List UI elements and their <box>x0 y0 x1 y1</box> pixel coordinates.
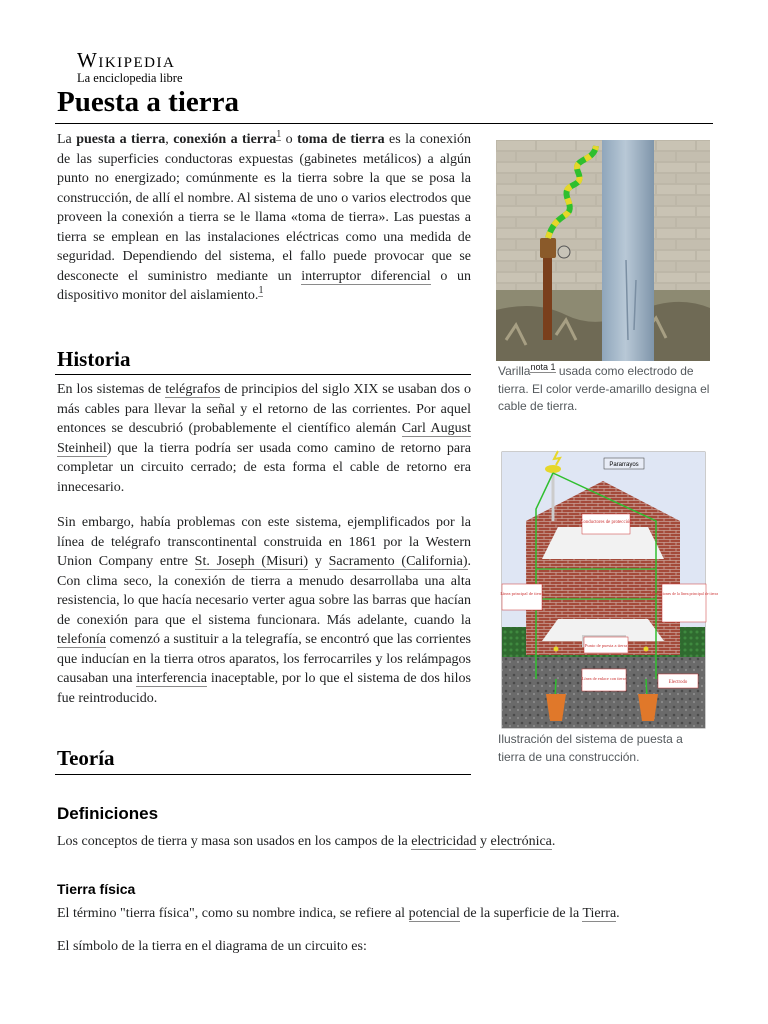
tierra-fisica-paragraph <box>57 904 677 924</box>
tierra-fisica-symbol-paragraph <box>57 937 677 957</box>
section-divider <box>55 374 471 375</box>
link-telefonia[interactable]: telefonía <box>57 632 106 647</box>
intro-text: o un dispositivo monitor del aislamiento. <box>57 268 472 303</box>
term-bold: conexión a tierra <box>173 132 277 147</box>
link-electricidad[interactable]: electricidad <box>411 834 477 849</box>
definiciones-paragraph <box>57 832 657 852</box>
historia-paragraph-1 <box>57 380 471 497</box>
paragraph-text: y <box>476 834 491 849</box>
reference-sup[interactable] <box>258 285 263 297</box>
link-st-joseph[interactable]: St. Joseph (Misuri) <box>194 554 309 569</box>
diagram-label-derivaciones: Derivaciones de la línea principal de tierra <box>650 591 718 596</box>
page-title: Puesta a tierra <box>57 86 239 118</box>
link-tierra[interactable]: Tierra <box>582 906 617 921</box>
paragraph-text: . Con clima seco, la conexión de tierra a menudo desarrollaba una alta resistencia, lo que hacía necesario verter agua sobre las barras que hacían de conexión para que el sistema funcionara. Más adelante, cuando la <box>57 554 472 628</box>
paragraph-text: y <box>308 554 329 569</box>
figure-grounding-rod-caption <box>498 363 710 416</box>
reference-link[interactable]: 1 <box>258 285 264 296</box>
paragraph-text: El símbolo de la tierra en el diagrama de un circuito es: <box>57 939 367 954</box>
figure-grounding-rod[interactable] <box>496 140 710 366</box>
link-interruptor-diferencial[interactable]: interruptor diferencial <box>301 268 431 284</box>
intro-paragraph <box>57 130 471 306</box>
intro-text: es la conexión de las superficies conductoras expuestas (gabinetes metálicos) a algún punto no energizado; comúnmente es la tierra sobre la que se posa la construcción, de allí el nombre. Al sistema de uno o varios electrodos que proveen la conexión a tierra se le llama «toma de tierra». Las puestas a tierra se emplean en las instalaciones eléctricas como una medida de seguridad. Dependiendo del sistema, el fallo puede provocar que se desconecte el suministro mediante un <box>57 132 472 284</box>
reference-link[interactable]: 1 <box>276 129 282 140</box>
section-heading-historia: Historia <box>57 347 131 371</box>
logo-tagline: La enciclopedia libre <box>77 71 183 85</box>
note-link[interactable]: nota 1 <box>530 362 556 372</box>
historia-paragraph-2 <box>57 513 471 708</box>
paragraph-text: En los sistemas de <box>57 382 166 397</box>
figure-building-grounding[interactable] <box>496 449 718 734</box>
paragraph-text: Los conceptos de tierra y masa son usados en los campos de la <box>57 834 412 849</box>
link-carl-august-steinheil[interactable]: Carl August Steinheil <box>57 421 472 456</box>
diagram-label-enlace: Línea de enlace con tierra <box>581 676 627 681</box>
wikipedia-logo[interactable] <box>77 49 183 85</box>
link-interferencia[interactable]: interferencia <box>136 671 208 686</box>
building-grounding-diagram <box>496 449 718 729</box>
paragraph-text: Sin embargo, había problemas con este sistema, ejemplificados por la línea de telégrafo transcontinental construida en 1861 por la Western Union Company entre <box>57 515 471 569</box>
grounding-rod-photo <box>496 140 710 361</box>
intro-text: , <box>165 132 174 147</box>
intro-text: o <box>281 132 298 147</box>
paragraph-text: de la superficie de la <box>459 906 583 921</box>
paragraph-text: El término "tierra física", como su nombre indica, se refiere al <box>57 906 409 921</box>
paragraph-text: ) que la tierra podría ser usada como camino de retorno para completar un circuito cerrado; de esta forma el cable de retorno era innecesario. <box>57 440 471 495</box>
logo-wordmark: Wikipedia <box>77 48 176 72</box>
intro-text: La <box>57 132 77 147</box>
caption-text: Varilla <box>498 364 531 378</box>
note-sup[interactable] <box>530 362 555 373</box>
link-potencial[interactable]: potencial <box>408 906 460 921</box>
link-telegrafos[interactable]: telégrafos <box>165 382 221 397</box>
diagram-label-electrodo: Electrodo <box>668 680 688 685</box>
title-divider <box>55 123 713 124</box>
diagram-label-conductores: Conductores de protección <box>580 520 632 525</box>
diagram-label-pararrayos: Pararrayos <box>609 462 639 468</box>
paragraph-text: comenzó a sustituir a la telegrafía, se encontró que las corrientes que inducían en la tierra otros aparatos, los ferrocarriles y los relámpagos causaban una <box>57 632 471 686</box>
section-divider <box>55 774 471 775</box>
section-heading-teoria: Teoría <box>57 746 115 770</box>
figure-building-grounding-caption: Ilustración del sistema de puesta a tierra de una construcción. <box>498 732 683 764</box>
diagram-label-punto: Punto de puesta a tierra <box>584 643 628 648</box>
subsection-heading-definiciones: Definiciones <box>57 804 159 823</box>
caption-text: usada como electrodo de tierra. El color verde-amarillo designa el cable de tierra. <box>498 364 710 413</box>
paragraph-text: . <box>551 834 556 849</box>
paragraph-text: de principios del siglo XIX se usaban dos o más cables para llevar la señal y el retorno de las corrientes. Por aquel entonces se descubrió (probablemente el científico alemán <box>57 382 471 436</box>
subsection-heading-tierra-fisica: Tierra física <box>57 881 136 897</box>
diagram-label-linea-principal: Línea principal de tierra <box>500 591 544 596</box>
paragraph-text: inaceptable, por lo que el sistema de dos hilos fue reintroducido. <box>57 671 471 706</box>
link-electronica[interactable]: electrónica <box>490 834 552 849</box>
link-sacramento[interactable]: Sacramento (California) <box>328 554 468 569</box>
term-bold: puesta a tierra <box>76 132 166 147</box>
term-bold: toma de tierra <box>297 132 385 147</box>
paragraph-text: . <box>616 906 620 921</box>
